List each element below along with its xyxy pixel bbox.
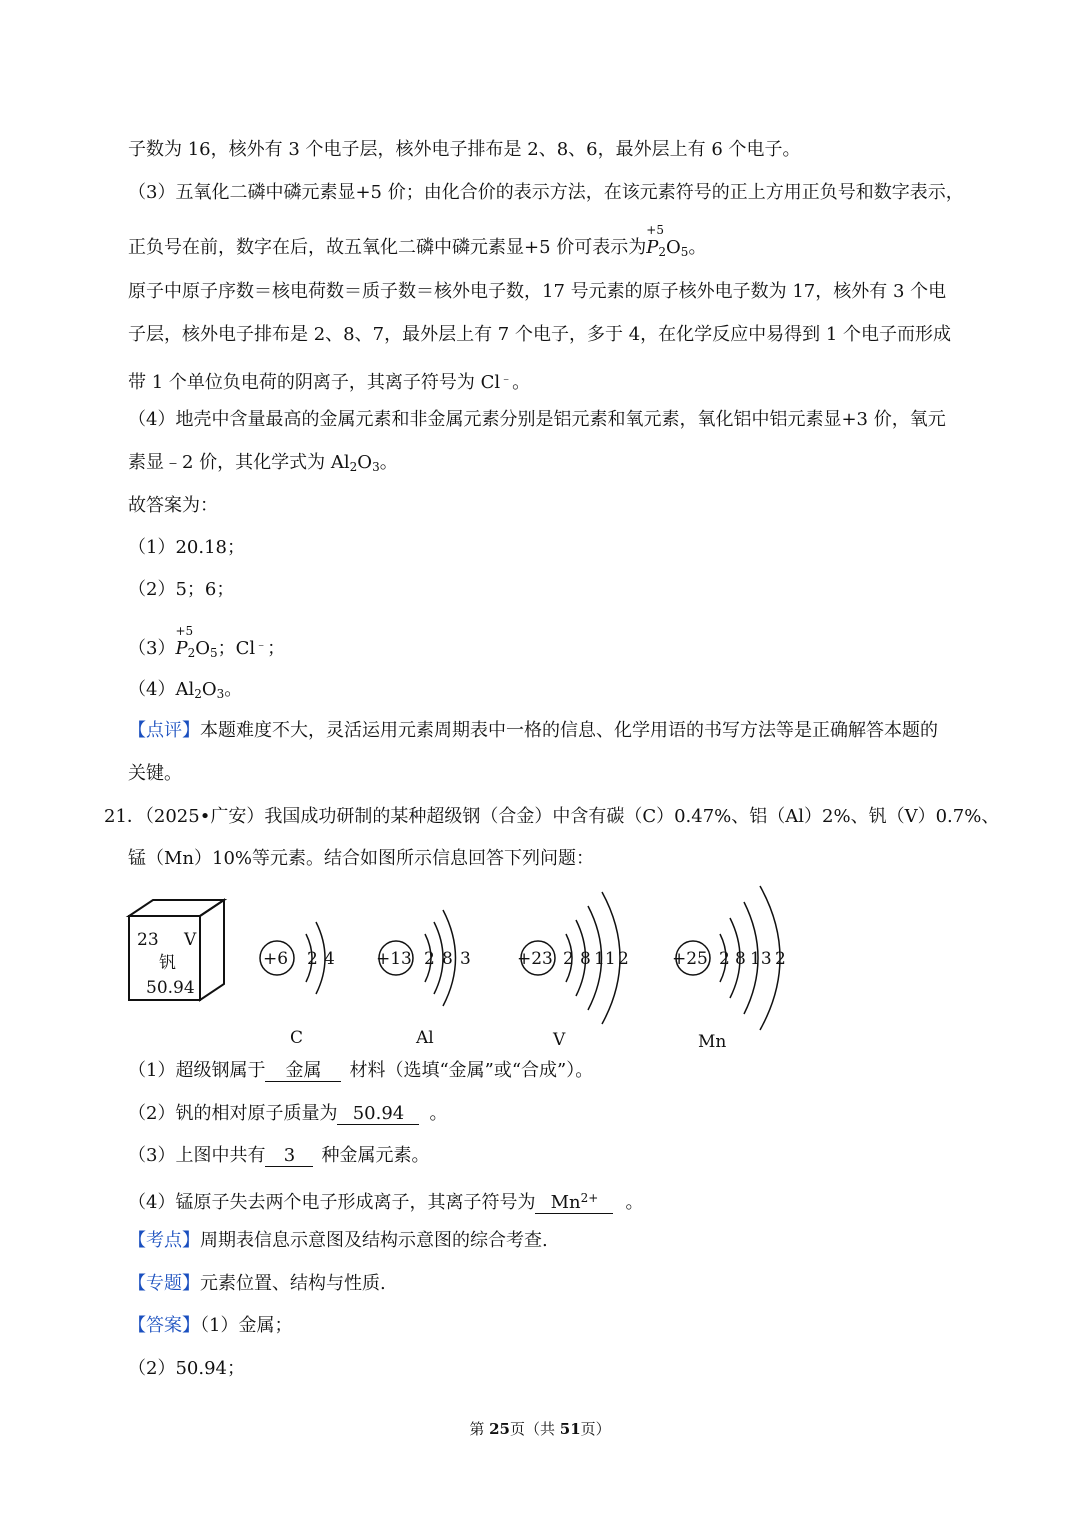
atom-structure-figure	[120, 872, 820, 1062]
shell-electrons: 3	[460, 949, 471, 969]
subscript: 2	[349, 460, 358, 474]
daan	[128, 1315, 292, 1337]
symbol: O	[201, 679, 217, 700]
text: 。	[625, 1192, 644, 1213]
text: 。	[429, 1103, 448, 1124]
subscript: 3	[216, 687, 225, 701]
explanation-line-7: （4）地壳中含量最高的金属元素和非金属元素分别是铝元素和氧元素，氧化铝中铝元素显+3 价，氧元	[128, 409, 946, 430]
element-name: 钒	[159, 953, 176, 973]
nucleus-charge: +13	[376, 949, 412, 969]
atom-label: C	[290, 1028, 304, 1048]
symbol: O	[666, 237, 681, 258]
text: （1）超级钢属于	[128, 1060, 266, 1081]
answer-blank	[535, 1188, 613, 1214]
atom-label: V	[553, 1030, 566, 1050]
review-line-2: 关键。	[128, 763, 182, 784]
page-number: 25	[489, 1420, 510, 1438]
symbol: O	[357, 452, 373, 473]
review-tag: 【点评】	[128, 720, 200, 741]
shell-electrons: 2	[307, 949, 318, 969]
subscript: 3	[372, 460, 380, 474]
charge: +5	[646, 223, 664, 237]
nucleus-charge: +6	[263, 949, 289, 969]
answer-intro: 故答案为：	[128, 495, 218, 516]
shell-electrons: 8	[580, 949, 591, 969]
text: 页）	[580, 1420, 611, 1438]
q21-part-2	[128, 1103, 447, 1125]
text: （3）上图中共有	[128, 1145, 266, 1166]
shell-electrons: 2	[775, 949, 786, 969]
answer-blank: 50.94	[337, 1104, 419, 1125]
text: 。	[512, 372, 531, 393]
subscript: 5	[209, 646, 218, 660]
answer-2: （2）5；6；	[128, 579, 235, 600]
shell-electrons: 13	[750, 949, 772, 969]
valence-p2o5	[175, 624, 194, 660]
atom-vanadium	[517, 892, 629, 1050]
atom-aluminum	[376, 910, 471, 1048]
shell-electrons: 2	[618, 949, 629, 969]
shell-electrons: 8	[735, 949, 746, 969]
atom-label: Mn	[698, 1032, 727, 1052]
shell-electrons: 2	[563, 949, 574, 969]
answer-4	[128, 679, 242, 705]
subscript: 2	[194, 687, 202, 701]
text: 。	[688, 237, 707, 258]
ion-symbol: Mn	[550, 1192, 581, 1213]
zhuanti-tag: 【专题】	[128, 1273, 200, 1294]
ion-charge: 2+	[580, 1191, 599, 1205]
text: 带 1 个单位负电荷的阴离子，其离子符号为 Cl	[128, 372, 501, 393]
text: （4）锰原子失去两个电子形成离子，其离子符号为	[128, 1192, 536, 1213]
superscript: ﹣	[255, 637, 268, 651]
explanation-line-3	[128, 223, 707, 263]
text: 正负号在前，数字在后，故五氧化二磷中磷元素显+5 价可表示为	[128, 237, 647, 258]
shell-electrons: 8	[442, 949, 453, 969]
charge: +5	[175, 624, 194, 638]
nucleus-charge: +23	[517, 949, 553, 969]
nucleus-charge: +25	[672, 949, 708, 969]
text: ；	[267, 638, 286, 659]
superscript: ﹣	[500, 371, 513, 385]
subscript: 2	[187, 646, 196, 660]
total-pages: 51	[559, 1420, 581, 1438]
text: 周期表信息示意图及结构示意图的综合考查.	[200, 1230, 548, 1251]
symbol: P	[646, 237, 659, 258]
explanation-line-2: （3）五氧化二磷中磷元素显+5 价；由化合价的表示方法，在该元素符号的正上方用正负号和数字表示，	[128, 182, 964, 203]
question-21-line-2: 锰（Mn）10%等元素。结合如图所示信息回答下列问题：	[128, 848, 595, 869]
atom-manganese	[672, 886, 786, 1052]
text: 页（共	[509, 1420, 560, 1438]
explanation-line-1: 子数为 16，核外有 3 个电子层，核外电子排布是 2、8、6，最外层上有 6 个电子。	[128, 139, 801, 160]
text: 本题难度不大，灵活运用元素周期表中一格的信息、化学用语的书写方法等是正确解答本题的	[200, 720, 938, 741]
kaodian-tag: 【考点】	[128, 1230, 200, 1251]
atom-label: Al	[416, 1028, 434, 1048]
answer-blank: 3	[265, 1146, 313, 1167]
review	[128, 720, 938, 742]
atomic-mass: 50.94	[146, 978, 195, 998]
q21-part-1	[128, 1060, 593, 1082]
text: 种金属元素。	[321, 1145, 430, 1166]
zhuanti	[128, 1273, 386, 1295]
text: （3）	[128, 638, 176, 659]
answer-3	[128, 624, 286, 664]
element-symbol: V	[184, 930, 197, 950]
q21-part-4	[128, 1188, 643, 1214]
symbol: O	[195, 638, 210, 659]
text: 材料（选填“金属”或“合成”）。	[349, 1060, 594, 1081]
text: （4）Al	[128, 679, 195, 700]
explanation-line-8	[128, 452, 398, 478]
subscript: 2	[658, 245, 667, 259]
shell-electrons: 2	[719, 949, 730, 969]
explanation-line-5: 子层，核外电子排布是 2、8、7，最外层上有 7 个电子，多于 4，在化学反应中易得到 1 个电子而形成	[128, 324, 952, 345]
symbol: P	[175, 638, 188, 659]
question-21-line-1: 21．（2025•广安）我国成功研制的某种超级钢（合金）中含有碳（C）0.47%、铝（Al）2%、钒（V）0.7%、	[104, 806, 1000, 827]
daan-tag: 【答案】	[128, 1315, 200, 1336]
text: （1）金属；	[200, 1315, 293, 1336]
atomic-number: 23	[137, 930, 159, 950]
shell-electrons: 11	[594, 949, 616, 969]
valence-p2o5	[646, 223, 664, 259]
element-cell	[129, 900, 224, 1000]
answer-1: （1）20.18；	[128, 537, 245, 558]
daan-2: （2）50.94；	[128, 1358, 245, 1379]
text: 第	[469, 1420, 490, 1438]
text: （2）钒的相对原子质量为	[128, 1103, 338, 1124]
text: 素显﹣2 价，其化学式为 Al	[128, 452, 350, 473]
explanation-line-4: 原子中原子序数＝核电荷数＝质子数＝核外电子数，17 号元素的原子核外电子数为 17，核外有 3 个电	[128, 281, 947, 302]
text: 。	[224, 679, 243, 700]
kaodian	[128, 1230, 548, 1252]
text: ；Cl	[217, 638, 256, 659]
page-footer	[0, 1418, 1080, 1439]
shell-electrons: 2	[424, 949, 435, 969]
text: 元素位置、结构与性质.	[200, 1273, 386, 1294]
q21-part-3	[128, 1145, 429, 1167]
text: 。	[379, 452, 398, 473]
shell-electrons: 4	[324, 949, 335, 969]
answer-blank: 金属	[265, 1061, 341, 1082]
subscript: 5	[680, 245, 689, 259]
explanation-line-6	[128, 367, 530, 394]
atom-carbon	[260, 922, 335, 1048]
